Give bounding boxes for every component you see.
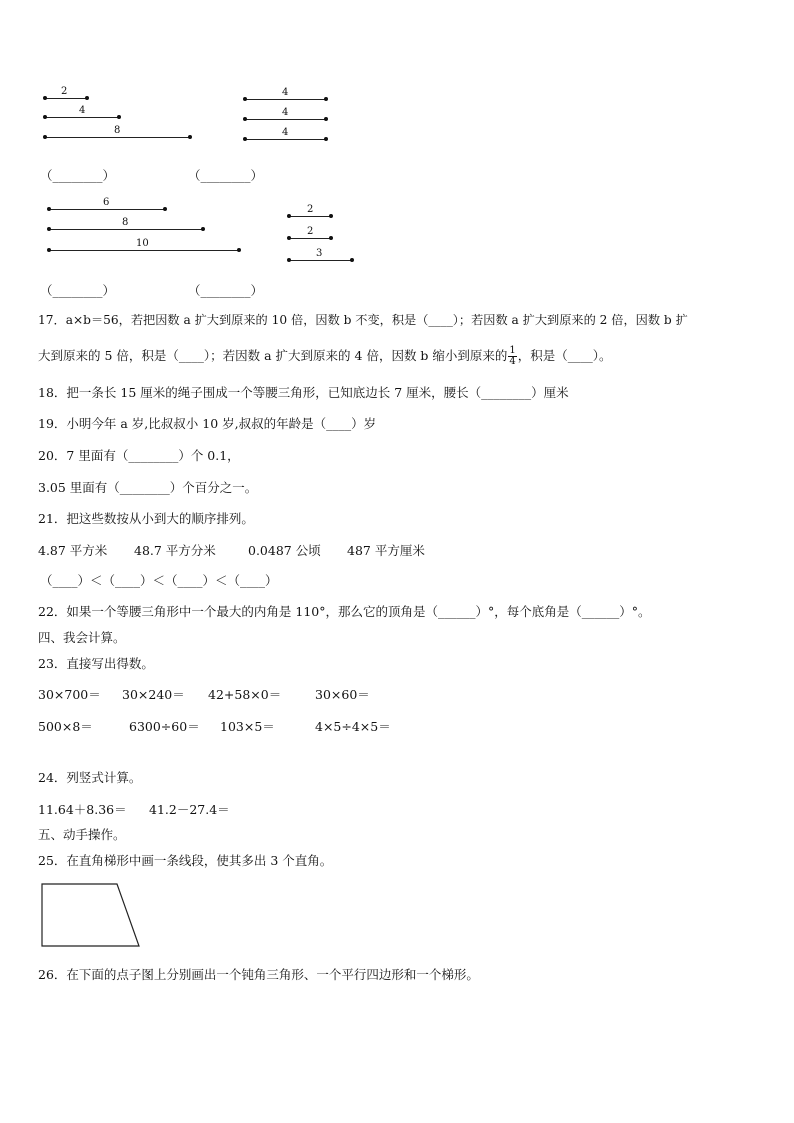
segment-a2-label: 4 xyxy=(79,105,86,116)
calc-item: 500×8＝ xyxy=(38,719,93,734)
question-17-line2-pre: 大到原来的 5 倍，积是（____）；若因数 a 扩大到原来的 4 倍，因数 b 缩小到原来的 xyxy=(38,348,508,363)
calc-item: 30×60＝ xyxy=(315,687,370,702)
question-21-item: 4.87 平方米 xyxy=(38,543,108,558)
question-21-item: 487 平方厘米 xyxy=(347,543,425,558)
answer-blank-d[interactable]: （________） xyxy=(188,283,264,298)
calc-item: 30×240＝ xyxy=(122,687,185,702)
question-24: 24．列竖式计算。 xyxy=(38,770,142,785)
question-18: 18．把一条长 15 厘米的绳子围成一个等腰三角形，已知底边长 7 厘米，腰长（________）厘米 xyxy=(38,385,569,400)
segment-c2-start xyxy=(47,227,51,231)
fraction-denominator: 4 xyxy=(509,356,516,367)
segment-a3-start xyxy=(43,135,47,139)
segment-d3-label: 3 xyxy=(316,248,323,259)
segment-d2-start xyxy=(287,236,291,240)
calc-item: 4×5÷4×5＝ xyxy=(315,719,391,734)
answer-blank-b[interactable]: （________） xyxy=(188,168,264,183)
segment-b1 xyxy=(245,99,326,100)
right-trapezoid-figure xyxy=(40,882,144,950)
segment-c3 xyxy=(49,250,239,251)
segment-c3-label: 10 xyxy=(136,238,149,249)
calc-item: 30×700＝ xyxy=(38,687,101,702)
segment-d3-start xyxy=(287,258,291,262)
segment-a2 xyxy=(45,117,119,118)
question-17-line1: 17．a×b＝56，若把因数 a 扩大到原来的 10 倍，因数 b 不变，积是（____）；若因数 a 扩大到原来的 2 倍，因数 b 扩 xyxy=(38,313,688,327)
segment-b3-end xyxy=(324,137,328,141)
question-23: 23．直接写出得数。 xyxy=(38,656,154,671)
segment-b3 xyxy=(245,139,326,140)
segment-b1-start xyxy=(243,97,247,101)
segment-a1-start xyxy=(43,96,47,100)
segment-d1-start xyxy=(287,214,291,218)
section-4-heading: 四、我会计算。 xyxy=(38,630,126,645)
calc-item: 103×5＝ xyxy=(220,719,275,734)
segment-c1-end xyxy=(163,207,167,211)
segment-b2-start xyxy=(243,117,247,121)
segment-a2-end xyxy=(117,115,121,119)
segment-d1-label: 2 xyxy=(307,204,314,215)
calc-item: 6300÷60＝ xyxy=(129,719,200,734)
section-5-heading: 五、动手操作。 xyxy=(38,827,126,842)
question-20b: 3.05 里面有（________）个百分之一。 xyxy=(38,480,258,495)
segment-d2-label: 2 xyxy=(307,226,314,237)
trapezoid-shape xyxy=(42,884,139,946)
segment-a3 xyxy=(45,137,190,138)
segment-a3-end xyxy=(188,135,192,139)
question-17-line2 xyxy=(38,346,612,367)
segment-a1-label: 2 xyxy=(61,86,68,97)
question-26: 26．在下面的点子图上分别画出一个钝角三角形、一个平行四边形和一个梯形。 xyxy=(38,967,479,982)
segment-c1-label: 6 xyxy=(103,197,110,208)
segment-c3-end xyxy=(237,248,241,252)
segment-b3-label: 4 xyxy=(282,127,289,138)
question-21-item: 0.0487 公顷 xyxy=(248,543,321,558)
question-17-line2-post: ，积是（____）。 xyxy=(517,348,612,363)
segment-c2-end xyxy=(201,227,205,231)
segment-a2-start xyxy=(43,115,47,119)
question-21: 21．把这些数按从小到大的顺序排列。 xyxy=(38,511,254,526)
vertical-calc-item: 11.64＋8.36＝ xyxy=(38,802,127,817)
question-20a: 20．7 里面有（________）个 0.1， xyxy=(38,448,240,463)
segment-c2 xyxy=(49,229,203,230)
segment-c2-label: 8 xyxy=(122,217,129,228)
segment-d2 xyxy=(289,238,331,239)
segment-b2-end xyxy=(324,117,328,121)
segment-a1 xyxy=(45,98,87,99)
segment-b1-end xyxy=(324,97,328,101)
question-25: 25．在直角梯形中画一条线段，使其多出 3 个直角。 xyxy=(38,853,333,868)
question-22: 22．如果一个等腰三角形中一个最大的内角是 110°，那么它的顶角是（______）°，每个底角是（______）°。 xyxy=(38,604,651,619)
segment-a1-end xyxy=(85,96,89,100)
answer-blank-c[interactable]: （________） xyxy=(40,283,116,298)
segment-c1 xyxy=(49,209,165,210)
segment-b3-start xyxy=(243,137,247,141)
fraction-numerator: 1 xyxy=(509,345,516,356)
segment-d3-end xyxy=(350,258,354,262)
segment-d3 xyxy=(289,260,352,261)
answer-blank-a[interactable]: （________） xyxy=(40,168,116,183)
fraction-one-quarter xyxy=(508,346,516,367)
segment-b1-label: 4 xyxy=(282,87,289,98)
segment-b2-label: 4 xyxy=(282,107,289,118)
segment-d2-end xyxy=(329,236,333,240)
calc-item: 42+58×0＝ xyxy=(208,687,282,702)
segment-d1-end xyxy=(329,214,333,218)
question-21-item: 48.7 平方分米 xyxy=(134,543,216,558)
segment-d1 xyxy=(289,216,331,217)
question-19: 19．小明今年 a 岁,比叔叔小 10 岁,叔叔的年龄是（____）岁 xyxy=(38,416,377,431)
segment-b2 xyxy=(245,119,326,120)
segment-c1-start xyxy=(47,207,51,211)
question-21-order[interactable]: （____）＜（____）＜（____）＜（____） xyxy=(40,573,278,588)
segment-c3-start xyxy=(47,248,51,252)
vertical-calc-item: 41.2－27.4＝ xyxy=(149,802,230,817)
segment-a3-label: 8 xyxy=(114,125,121,136)
